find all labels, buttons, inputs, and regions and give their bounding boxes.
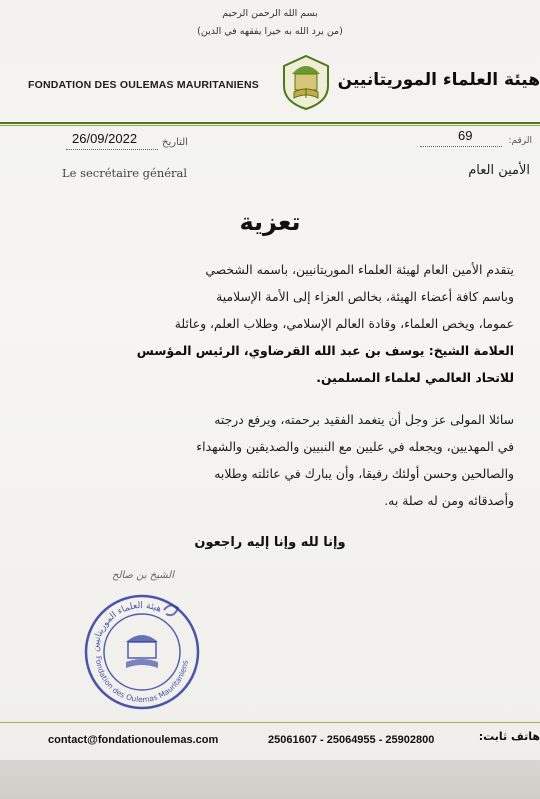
phone-numbers: 25061607 - 25064955 - 25902800	[268, 734, 435, 746]
body-line: والصالحين وحسن أولئك رفيقا، وأن يبارك في عائلته وطلابه	[214, 466, 514, 481]
closing-phrase: وإنا لله وإنا إليه راجعون	[194, 535, 346, 550]
body-line: سائلا المولى عز وجل أن يتغمد الفقيد برحمته، ويرفع درجته	[214, 412, 514, 427]
body-line: للاتحاد العالمي لعلماء المسلمين.	[316, 370, 514, 385]
secretary-general-ar: الأمين العام	[468, 163, 530, 178]
quran-verse: (من يرد الله به خيرا يفقهه في الدين)	[197, 26, 343, 37]
stamp-text-outer: Fondation des Oulemas Mauritaniens	[93, 655, 190, 705]
stamp-text-inner: هيئة العلماء الموريتانيين	[90, 600, 163, 653]
svg-text:هيئة العلماء الموريتانيين	[91, 601, 163, 652]
date-value: 26/09/2022	[72, 131, 138, 146]
date-dotted-line	[66, 149, 158, 150]
signer-name: الشيخ بن صالح	[112, 570, 175, 581]
body-line: العلامة الشيخ: يوسف بن عبد الله القرضاوي، الرئيس المؤسس	[136, 343, 514, 358]
letter-title: تعزية	[239, 208, 301, 236]
footer-divider	[0, 722, 540, 723]
contact-email[interactable]: contact@fondationoulemas.com	[48, 734, 219, 746]
secretary-general-fr: Le secrétaire général	[62, 166, 188, 180]
date-label: التاريخ	[162, 137, 188, 148]
reference-number: 69	[458, 128, 473, 143]
org-name-ar: هيئة العلماء الموريتانيين	[337, 70, 540, 90]
header-divider-thin	[0, 125, 540, 126]
body-line: عموما، ويخص العلماء، وقادة العالم الإسلامي، وطلاب العلم، وعائلة	[174, 316, 514, 331]
body-line: وأصدقائه ومن له صلة به.	[384, 493, 514, 508]
phone-label: هاتف ثابت:	[478, 730, 540, 743]
organization-logo-icon	[278, 52, 334, 112]
header-divider	[0, 122, 540, 124]
org-name-fr: FONDATION DES OULEMAS MAURITANIENS	[28, 79, 259, 91]
body-line: يتقدم الأمين العام لهيئة العلماء الموريتانيين، باسمه الشخصي	[205, 262, 514, 277]
body-line: في المهديين، ويجعله في عليين مع النبيين والصديقين والشهداء	[196, 439, 514, 454]
page-bottom-shadow	[0, 760, 540, 799]
basmala: بسم الله الرحمن الرحيم	[222, 8, 318, 19]
body-line: وباسم كافة أعضاء الهيئة، بخالص العزاء إلى الأمة الإسلامية	[216, 289, 514, 304]
reference-dotted-line	[420, 146, 502, 147]
reference-label: الرقم:	[508, 136, 532, 146]
official-stamp-icon	[78, 590, 206, 714]
